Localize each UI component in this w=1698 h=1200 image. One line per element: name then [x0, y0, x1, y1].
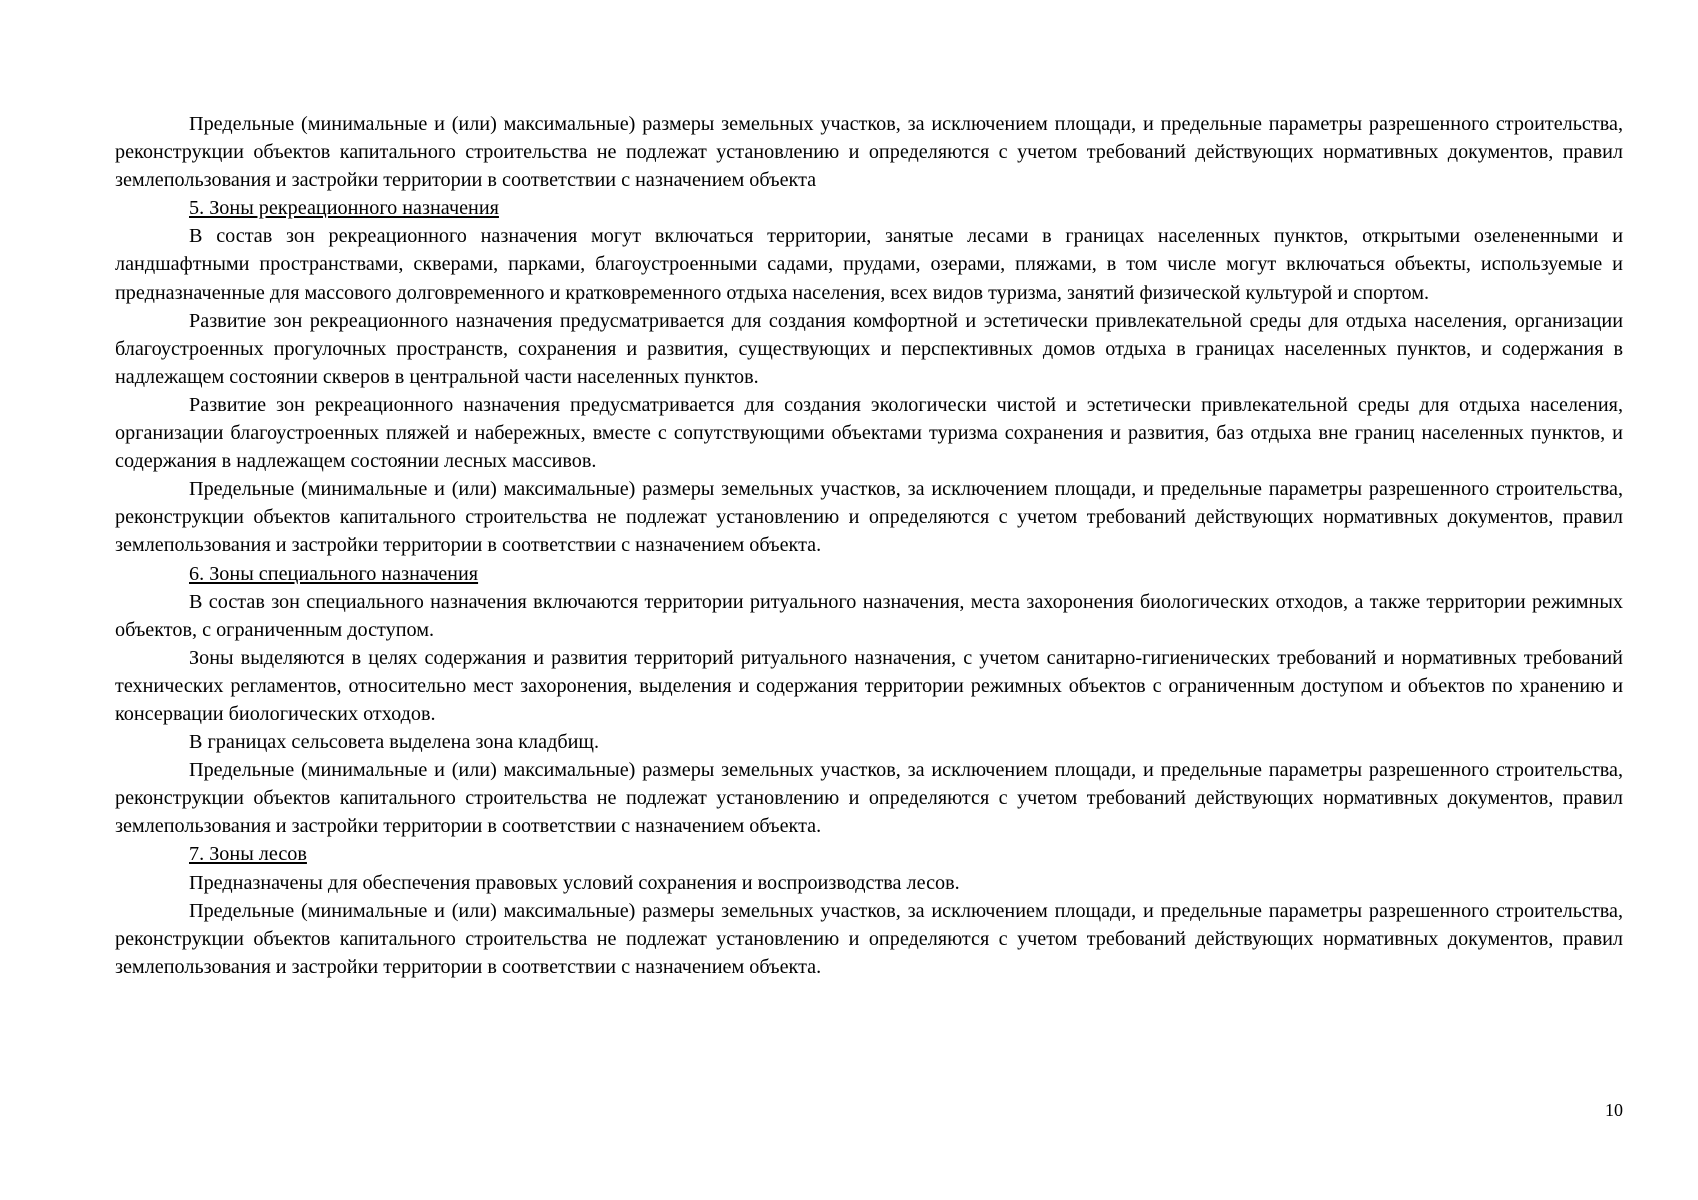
section-heading-special	[115, 560, 1623, 588]
paragraph-special-purpose: Зоны выделяются в целях содержания и развития территорий ритуального назначения, с учетом санитарно-гигиенических требований и нормативных требований технических регламентов, относительно мест захоронения, выделения и содержания территории режимных объектов с ограниченным доступом и объектов по хранению и консервации биологических отходов.	[115, 646, 1623, 725]
section-heading-forest	[115, 840, 1623, 868]
section-heading-special-text: 6. Зоны специального назначения	[189, 562, 479, 585]
paragraph-special-limits: Предельные (минимальные и (или) максимальные) размеры земельных участков, за исключением площади, и предельные параметры разрешенного строительства, реконструкции объектов капитального строительства не подлежат установлению и определяются с учетом требований действующих нормативных документов, правил землепользования и застройки территории в соответствии с назначением объекта.	[115, 759, 1623, 838]
page-number: 10	[1605, 1100, 1623, 1120]
section-heading-forest-text: 7. Зоны лесов	[189, 843, 307, 866]
document-body	[115, 110, 1623, 981]
section-heading-recreation	[115, 194, 1623, 222]
paragraph-recreation-composition: В состав зон рекреационного назначения могут включаться территории, занятые лесами в границах населенных пунктов, открытыми озелененными и ландшафтными пространствами, скверами, парками, благоустроенными садами, прудами, озерами, пляжами, в том числе могут включаться объекты, используемые и предназначенные для массового долговременного и кратковременного отдыха населения, всех видов туризма, занятий физической культурой и спортом.	[115, 225, 1623, 304]
paragraph-recreation-limits: Предельные (минимальные и (или) максимальные) размеры земельных участков, за исключением площади, и предельные параметры разрешенного строительства, реконструкции объектов капитального строительства не подлежат установлению и определяются с учетом требований действующих нормативных документов, правил землепользования и застройки территории в соответствии с назначением объекта.	[115, 478, 1623, 557]
paragraph-special-composition: В состав зон специального назначения включаются территории ритуального назначения, места захоронения биологических отходов, а также территории режимных объектов, с ограниченным доступом.	[115, 590, 1623, 641]
paragraph-recreation-development-1: Развитие зон рекреационного назначения предусматривается для создания комфортной и эстетически привлекательной среды для отдыха населения, организации благоустроенных прогулочных пространств, сохранения и развития, существующих и перспективных домов отдыха в границах населенных пунктов, и содержания в надлежащем состоянии скверов в центральной части населенных пунктов.	[115, 309, 1623, 388]
paragraph-recreation-development-2: Развитие зон рекреационного назначения предусматривается для создания экологически чистой и эстетически привлекательной среды для отдыха населения, организации благоустроенных пляжей и набережных, вместе с сопутствующими объектами туризма сохранения и развития, баз отдыха вне границ населенных пунктов, и содержания в надлежащем состоянии лесных массивов.	[115, 393, 1623, 473]
paragraph-forest-purpose: Предназначены для обеспечения правовых условий сохранения и воспроизводства лесов.	[189, 871, 960, 894]
paragraph-limits-intro: Предельные (минимальные и (или) максимальные) размеры земельных участков, за исключением площади, и предельные параметры разрешенного строительства, реконструкции объектов капитального строительства не подлежат установлению и определяются с учетом требований действующих нормативных документов, правил землепользования и застройки территории в соответствии с назначением объекта	[115, 113, 1623, 192]
paragraph-forest-limits: Предельные (минимальные и (или) максимальные) размеры земельных участков, за исключением площади, и предельные параметры разрешенного строительства, реконструкции объектов капитального строительства не подлежат установлению и определяются с учетом требований действующих нормативных документов, правил землепользования и застройки территории в соответствии с назначением объекта.	[115, 899, 1623, 978]
paragraph-cemetery-zone: В границах сельсовета выделена зона кладбищ.	[189, 731, 600, 754]
section-heading-recreation-text: 5. Зоны рекреационного назначения	[189, 197, 499, 220]
